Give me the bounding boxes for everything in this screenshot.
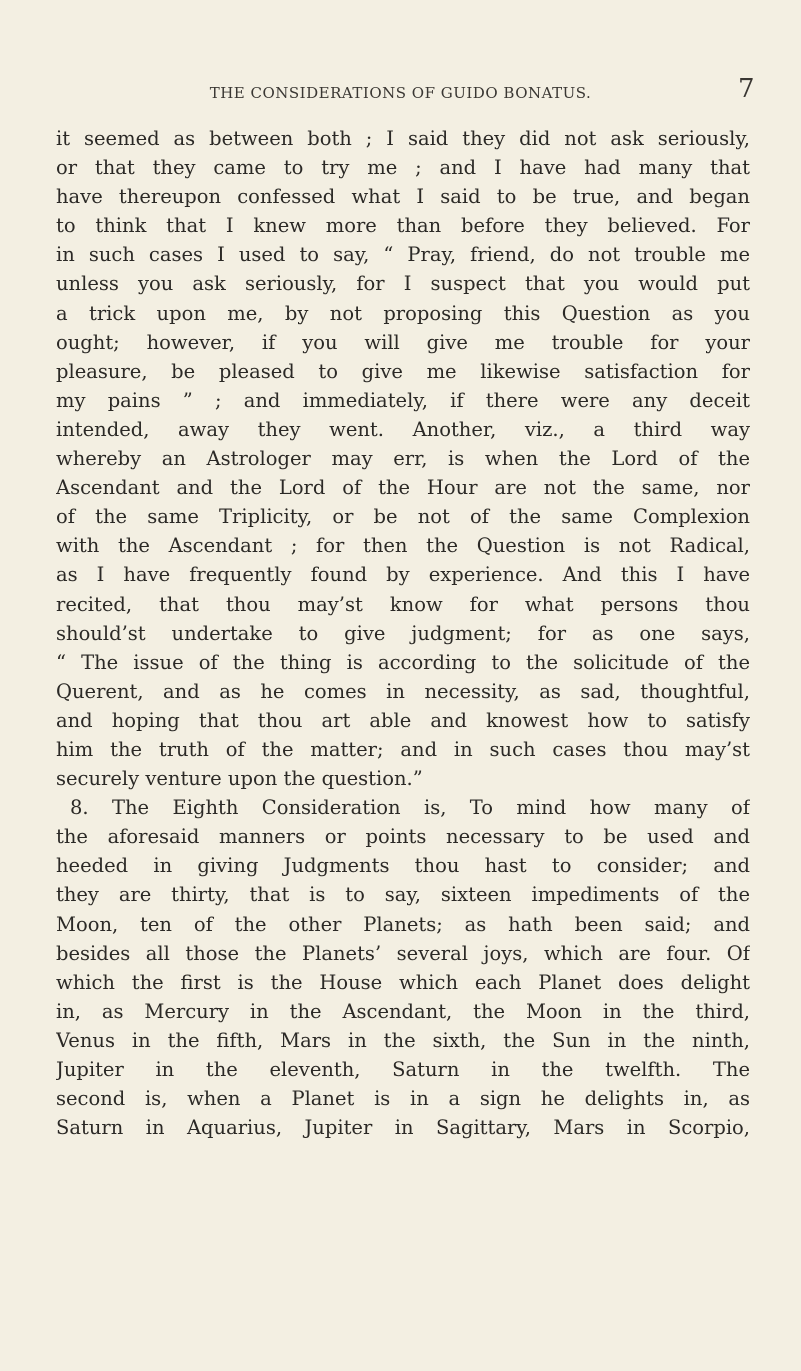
- text-line: of the same Triplicity, or be not of the same Complexion: [56, 505, 750, 529]
- text-line: to think that I knew more than before they believed. For: [56, 214, 750, 238]
- text-line: him the truth of the matter; and in such cases thou may’st: [56, 737, 750, 761]
- text-line: besides all those the Planets’ several joys, which are four. Of: [56, 941, 750, 965]
- text-line: as I have frequently found by experience. And this I have: [56, 563, 750, 587]
- text-line: the aforesaid manners or points necessary to be used and: [56, 825, 750, 849]
- text-line: ought; however, if you will give me trouble for your: [56, 330, 750, 354]
- text-line: or that they came to try me ; and I have had many that: [56, 156, 750, 180]
- text-line: and hoping that thou art able and knowest how to satisfy: [56, 708, 750, 732]
- text-line: they are thirty, that is to say, sixteen impediments of the: [56, 883, 750, 907]
- text-line: in, as Mercury in the Ascendant, the Moon in the third,: [56, 999, 750, 1023]
- body-text: [56, 124, 750, 1142]
- text-line: whereby an Astrologer may err, is when the Lord of the: [56, 447, 750, 471]
- text-line: Querent, and as he comes in necessity, as sad, thoughtful,: [56, 679, 750, 703]
- text-line: with the Ascendant ; for then the Question is not Radical,: [56, 534, 750, 558]
- text-line: Moon, ten of the other Planets; as hath been said; and: [56, 912, 750, 936]
- text-line: heeded in giving Judgments thou hast to consider; and: [56, 854, 750, 878]
- text-line: unless you ask seriously, for I suspect that you would put: [56, 272, 750, 296]
- text-line: pleasure, be pleased to give me likewise satisfaction for: [56, 359, 750, 383]
- text-line: “ The issue of the thing is according to the solicitude of the: [56, 650, 750, 674]
- page-number: 7: [738, 74, 755, 104]
- text-line: should’st undertake to give judgment; for as one says,: [56, 621, 750, 645]
- text-line: Ascendant and the Lord of the Hour are not the same, nor: [56, 476, 750, 500]
- text-line: my pains ” ; and immediately, if there were any deceit: [56, 388, 750, 412]
- text-line: in such cases I used to say, “ Pray, friend, do not trouble me: [56, 243, 750, 267]
- text-line: second is, when a Planet is in a sign he delights in, as: [56, 1087, 750, 1111]
- text-line: intended, away they went. Another, viz., a third way: [56, 417, 750, 441]
- text-line: Venus in the fifth, Mars in the sixth, the Sun in the ninth,: [56, 1028, 750, 1052]
- running-head: THE CONSIDERATIONS OF GUIDO BONATUS.: [209, 84, 592, 102]
- text-line: have thereupon confessed what I said to be true, and began: [56, 185, 750, 209]
- text-line: a trick upon me, by not proposing this Question as you: [56, 301, 750, 325]
- text-line: it seemed as between both ; I said they did not ask seriously,: [56, 127, 750, 150]
- text-line: Jupiter in the eleventh, Saturn in the twelfth. The: [56, 1058, 750, 1081]
- text-line: Saturn in Aquarius, Jupiter in Sagittary, Mars in Scorpio,: [56, 1116, 750, 1140]
- text-line: recited, that thou may’st know for what persons thou: [56, 592, 750, 616]
- text-line: securely venture upon the question.”: [56, 767, 423, 791]
- text-line: which the first is the House which each Planet does delight: [56, 970, 750, 994]
- text-line: 8. The Eighth Consideration is, To mind how many of: [70, 796, 750, 820]
